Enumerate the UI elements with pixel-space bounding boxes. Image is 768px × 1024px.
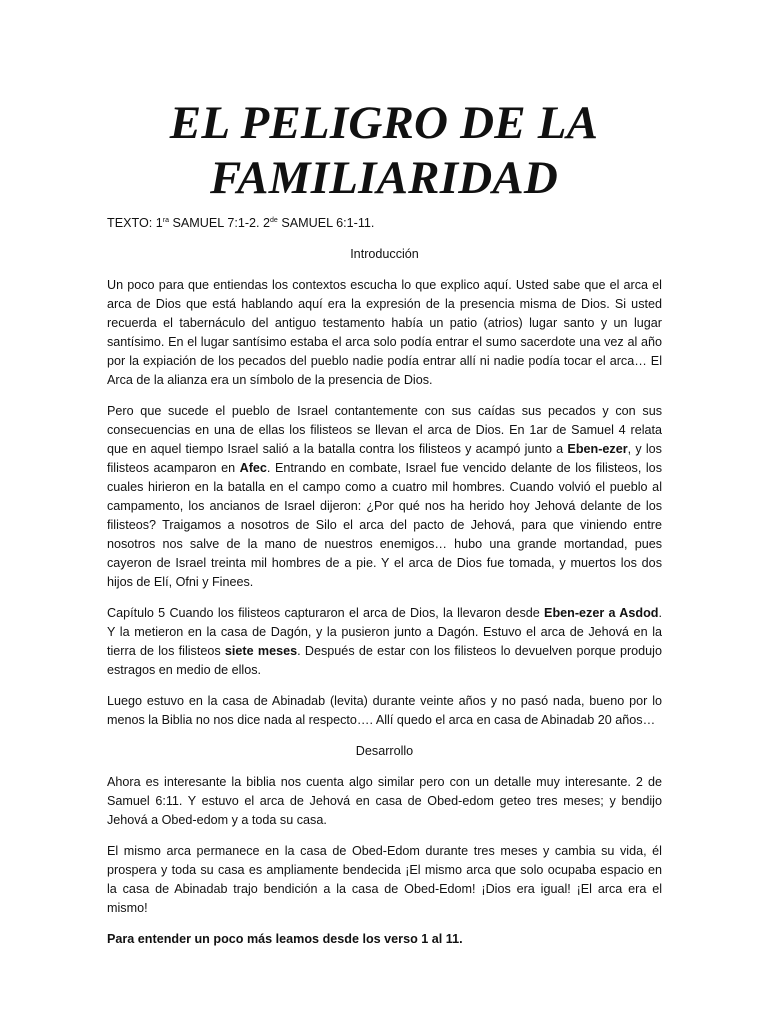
title-line-1: EL PELIGRO DE LA <box>169 97 599 149</box>
texto-sup-2: de <box>270 216 278 224</box>
p7-bold-text: Para entender un poco más leamos desde los verso 1 al 11. <box>107 932 463 946</box>
title-line-2: FAMILIARIDAD <box>209 152 559 204</box>
p3-text-a: Capítulo 5 Cuando los filisteos capturaron el arca de Dios, la llevaron desde <box>107 606 545 620</box>
p3-bold-siete-meses: siete meses <box>224 644 298 658</box>
texto-prefix: TEXTO: 1 <box>107 216 163 230</box>
paragraph-5: Ahora es interesante la biblia nos cuenta algo similar pero con un detalle muy interesante. 2 de Samuel 6:11. Y estuvo el arca de Jehová en casa de Obed-edom geteo tres meses; y bendijo Jehová a Obed-edom y a toda su casa. <box>107 775 662 827</box>
heading-introduccion: Introducción <box>350 247 419 261</box>
p3-text-c: . Y la metieron en la casa de Dagón, y la pusieron junto a Dagón. Estuvo el arca de Jehová en la tierra de los filisteos <box>107 606 662 658</box>
paragraph-6: El mismo arca permanece en la casa de Obed-Edom durante tres meses y cambia su vida, él prospera y toda su casa es ampliamente bendecida ¡El mismo arca que solo ocupaba espacio en la casa de Abinadab trajo bendición a la casa de Obed-Edom! ¡Dios era igual! ¡El arca era el mismo! <box>107 844 662 915</box>
p2-text-a: Pero que sucede el pueblo de Israel contantemente con sus caídas sus pecados y con sus consecuencias en una de ellas los filisteos se llevan el arca de Dios. En 1ar de Samuel 4 relata que en aquel tiempo Israel salió a la batalla contra los filisteos y acampó junto a <box>107 404 662 456</box>
p2-bold-eben-ezer: Eben-ezer <box>567 442 628 456</box>
paragraph-7 <box>107 930 662 949</box>
p2-text-d: . Entrando en combate, Israel fue vencido delante de los filisteos, los cuales hirieron en la batalla en el campo como a cuatro mil hombres. Cuando volvió el pueblo al campamento, los ancianos de Israel dijeron: ¿Por qué nos ha herido hoy Jehová delante de los filisteos? Traigamos a nosotros de Silo el arca del pacto de Jehová, para que viniendo entre nosotros nos salve de la mano de nuestros enemigos… hubo una grande mortandad, pues cayeron de Israel treinta mil hombres de a pie. Y el arca de Dios fue tomada, y muertos los dos hijos de Elí, Ofni y Finees. <box>107 461 662 589</box>
texto-mid: SAMUEL 7:1-2. 2 <box>169 216 271 230</box>
document-body <box>107 214 662 961</box>
texto-reference <box>107 214 662 233</box>
paragraph-3 <box>107 604 662 680</box>
p3-bold-eben-ezer-asdod: Eben-ezer a Asdod <box>544 606 659 620</box>
texto-suffix: SAMUEL 6:1-11. <box>277 216 375 230</box>
p2-bold-afec: Afec <box>239 461 267 475</box>
p3-text-d: . Después de estar con los filisteos lo devuelven porque produjo estragos en medio de ellos. <box>107 644 662 677</box>
paragraph-4: Luego estuvo en la casa de Abinadab (levita) durante veinte años y no pasó nada, bueno por lo menos la Biblia no nos dice nada al respecto…. Allí quedo el arca en casa de Abinadab 20 años… <box>107 694 662 727</box>
texto-sup-1: ra <box>162 216 169 224</box>
p2-text-c: , y los filisteos acamparon en <box>107 442 662 475</box>
document-title <box>100 96 668 206</box>
paragraph-2 <box>107 402 662 592</box>
heading-desarrollo: Desarrollo <box>355 744 414 758</box>
paragraph-1: Un poco para que entiendas los contextos escucha lo que explico aquí. Usted sabe que el arca el arca de Dios que está hablando aquí era la expresión de la presencia misma de Dios. Si usted recuerda el tabernáculo del antiguo testamento había un patio (atrios) lugar santo y un lugar santísimo. En el lugar santísimo estaba el arca solo podía entrar el sumo sacerdote una vez al año por la expiación de los pecados del pueblo nadie podía entrar allí ni nadie podía tocar el arca… El Arca de la alianza era un símbolo de la presencia de Dios. <box>107 278 662 387</box>
